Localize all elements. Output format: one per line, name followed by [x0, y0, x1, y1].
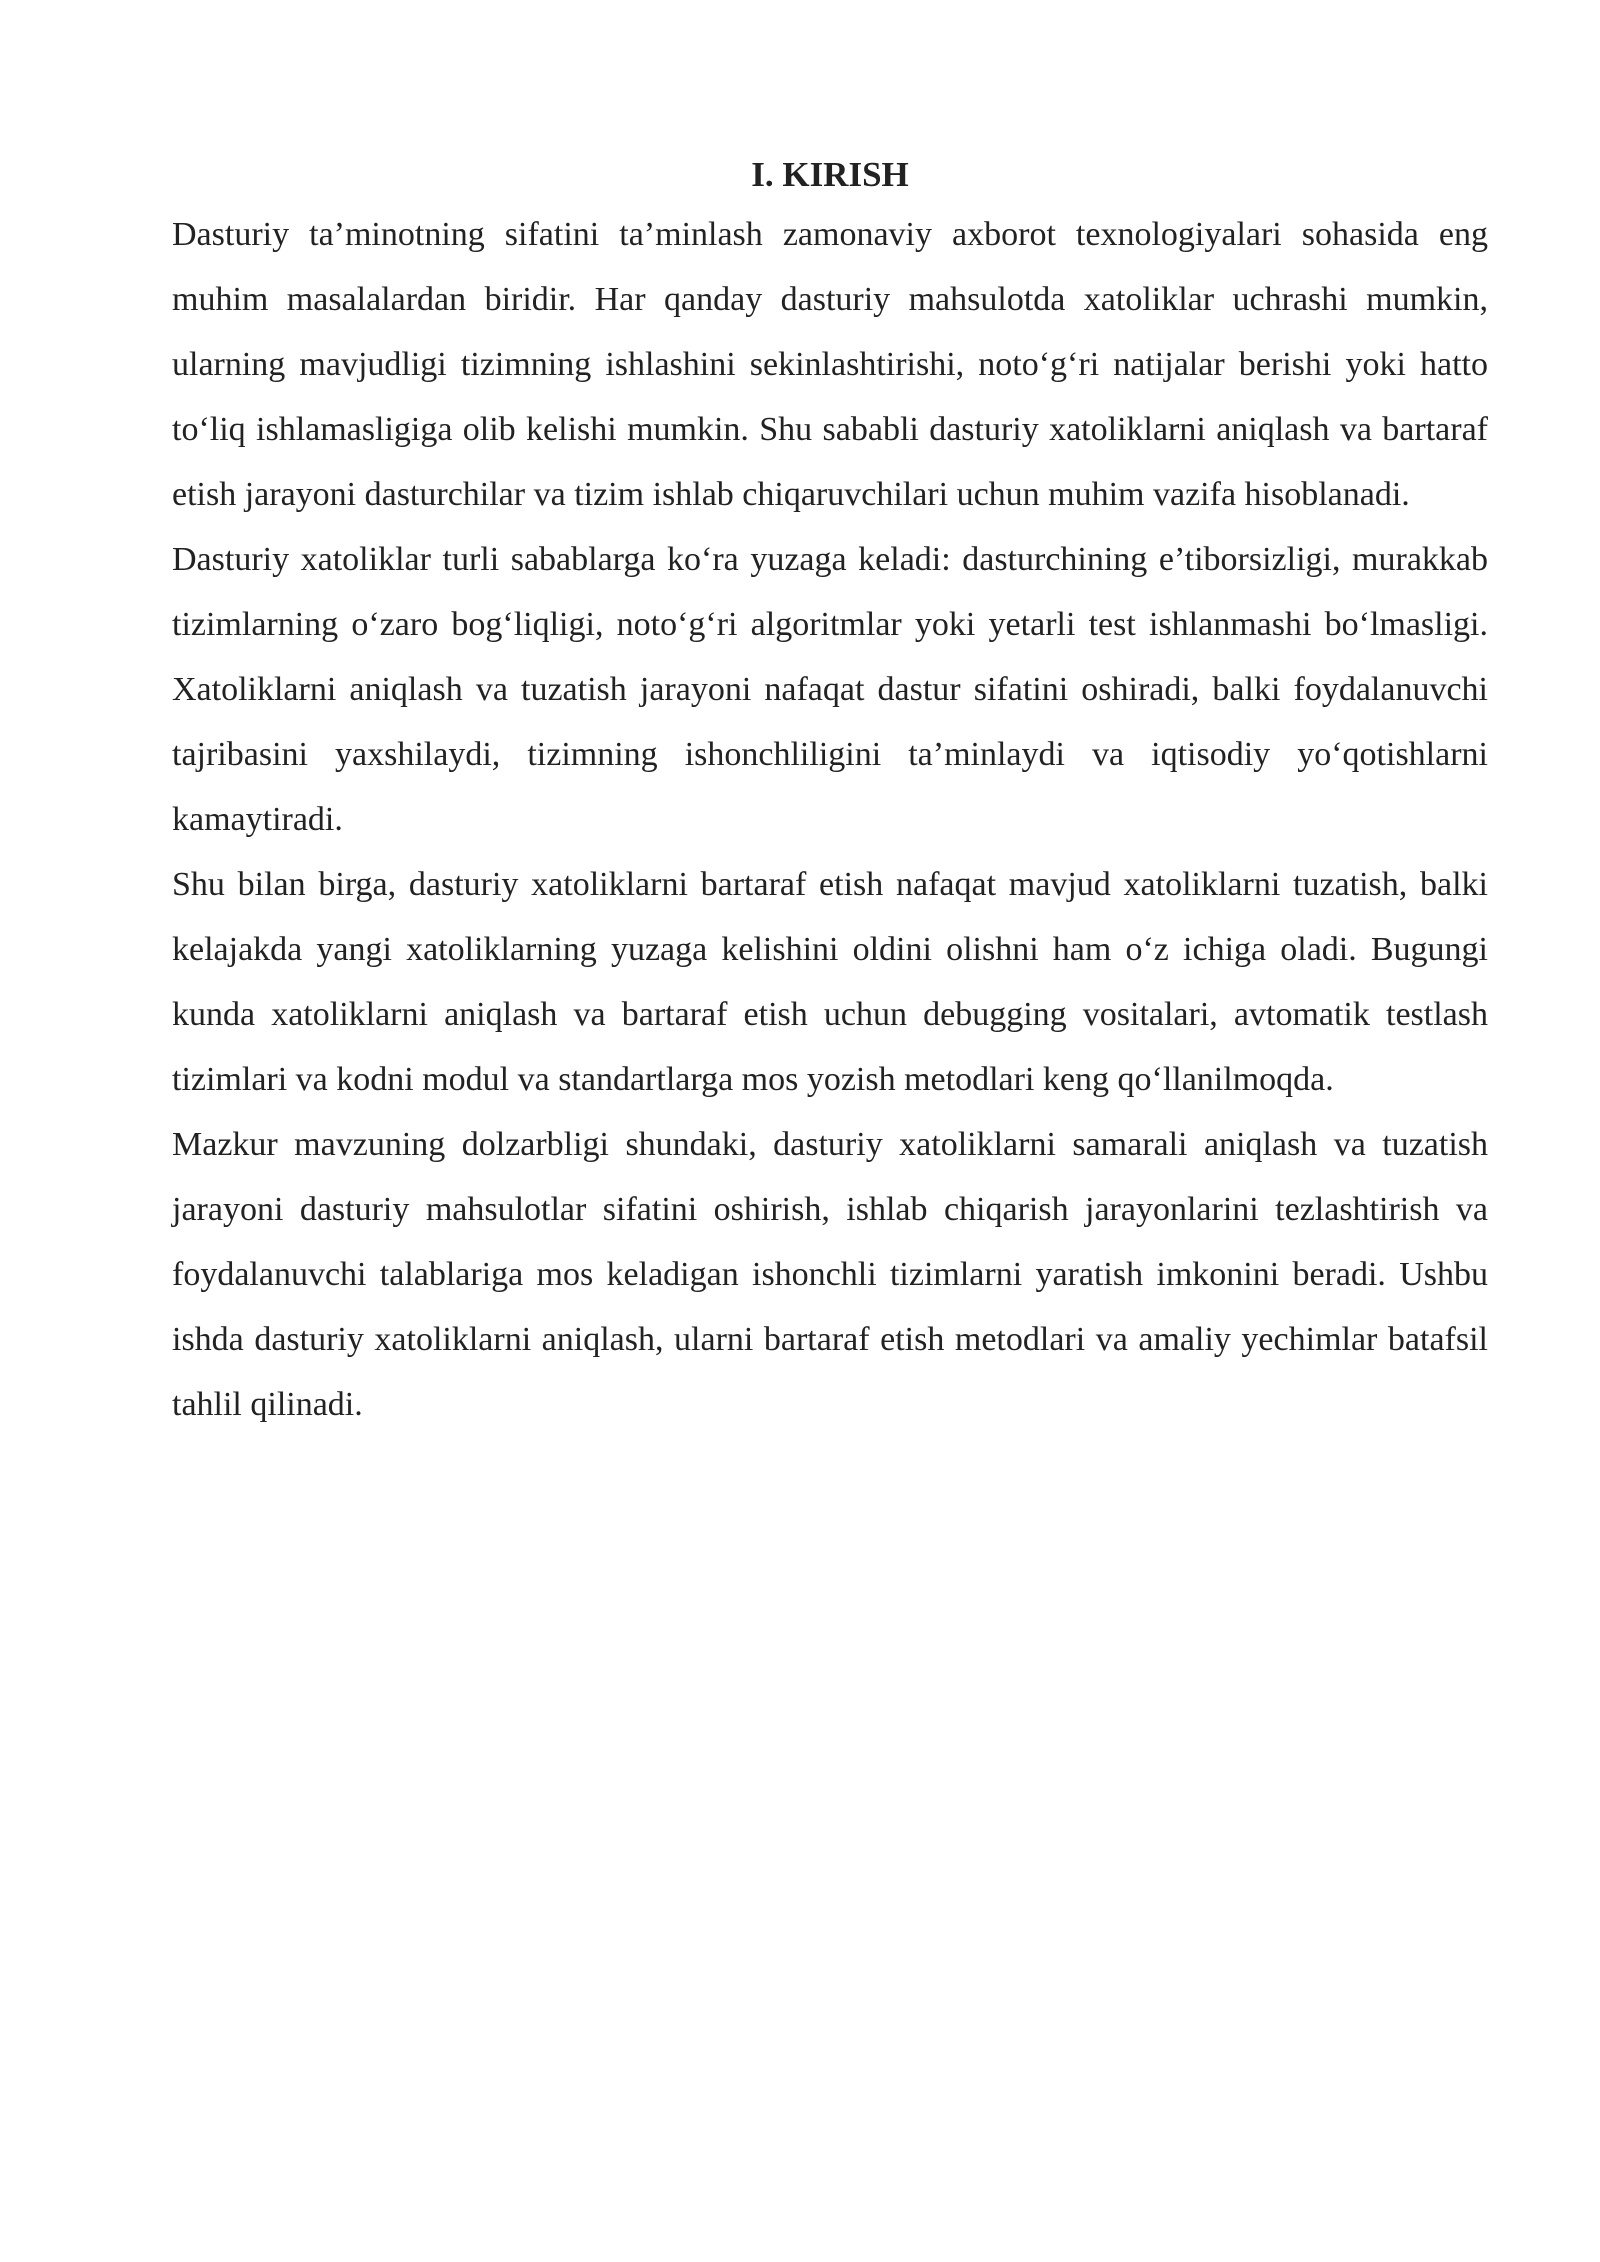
- section-title: I. KIRISH: [751, 155, 909, 194]
- paragraph-4: Mazkur mavzuning dolzarbligi shundaki, dasturiy xatoliklarni samarali aniqlash va tuzatish jarayoni dasturiy mahsulotlar sifatini oshirish, ishlab chiqarish jarayonlarini tezlashtirish va foydalanuvchi talablariga mos keladigan ishonchli tizimlarni yaratish imkonini beradi. Ushbu ishda dasturiy xatoliklarni aniqlash, ularni bartaraf etish metodlari va amaliy yechimlar batafsil tahlil qilinadi.: [172, 1126, 1488, 1423]
- document-body: [172, 148, 1488, 1437]
- paragraph-3: Shu bilan birga, dasturiy xatoliklarni bartaraf etish nafaqat mavjud xatoliklarni tuzatish, balki kelajakda yangi xatoliklarning yuzaga kelishini oldini olishni ham o‘z ichiga oladi. Bugungi kunda xatoliklarni aniqlash va bartaraf etish uchun debugging vositalari, avtomatik testlash tizimlari va kodni modul va standartlarga mos yozish metodlari keng qo‘llanilmoqda.: [172, 866, 1488, 1098]
- paragraph-1: Dasturiy ta’minotning sifatini ta’minlash zamonaviy axborot texnologiyalari sohasida eng muhim masalalardan biridir. Har qanday dasturiy mahsulotda xatoliklar uchrashi mumkin, ularning mavjudligi tizimning ishlashini sekinlashtirishi, noto‘g‘ri natijalar berishi yoki hatto to‘liq ishlamasligiga olib kelishi mumkin. Shu sababli dasturiy xatoliklarni aniqlash va bartaraf etish jarayoni dasturchilar va tizim ishlab chiqaruvchilari uchun muhim vazifa hisoblanadi.: [172, 216, 1488, 513]
- paragraph-2: Dasturiy xatoliklar turli sabablarga ko‘ra yuzaga keladi: dasturchining e’tiborsizligi, murakkab tizimlarning o‘zaro bog‘liqligi, noto‘g‘ri algoritmlar yoki yetarli test ishlanmashi bo‘lmasligi. Xatoliklarni aniqlash va tuzatish jarayoni nafaqat dastur sifatini oshiradi, balki foydalanuvchi tajribasini yaxshilaydi, tizimning ishonchliligini ta’minlaydi va iqtisodiy yo‘qotishlarni kamaytiradi.: [172, 541, 1488, 838]
